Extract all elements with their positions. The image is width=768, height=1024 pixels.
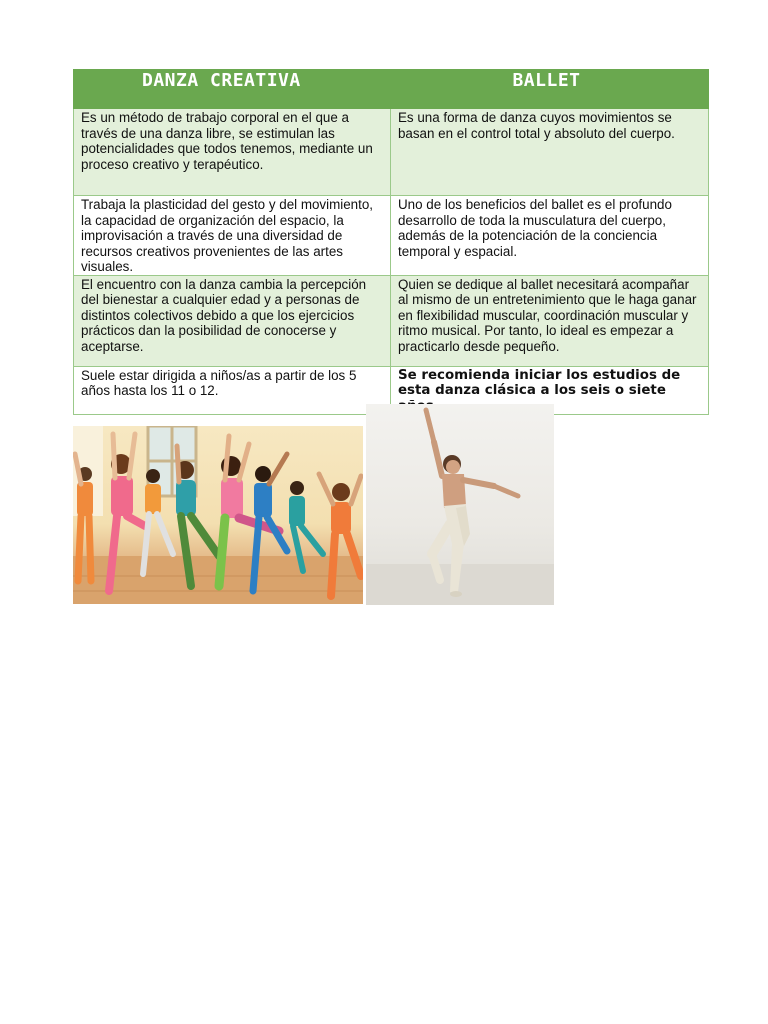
- cell-creativa-benefits: Trabaja la plasticidad del gesto y del movimiento, la capacidad de organización del espacio, la improvisación a través de una diversidad de recursos creativos provenientes de las artes visuales.: [74, 196, 391, 276]
- table-row: [74, 196, 709, 276]
- cell-ballet-age: Se recomienda iniciar los estudios de esta danza clásica a los seis o siete: [390, 366, 708, 415]
- table-row: [74, 275, 709, 366]
- ballet-dancer-photo: [366, 404, 554, 605]
- cell-ballet-benefits: Uno de los beneficios del ballet es el profundo desarrollo de toda la musculatura del cuerpo, además de la potenciación de la conciencia temporal y espacial.: [390, 196, 708, 276]
- header-danza-creativa: DANZA CREATIVA: [74, 70, 391, 109]
- table-row: [74, 109, 709, 196]
- kids-dancing-photo: [73, 426, 363, 604]
- cell-ballet-definition: Es una forma de danza cuyos movimientos se basan en el control total y absoluto del cuerpo.: [390, 109, 708, 196]
- cell-creativa-definition: Es un método de trabajo corporal en el que a través de una danza libre, se estimulan las potencialidades que todos tenemos, mediante un proceso creativo y terapéutico.: [74, 109, 391, 196]
- cell-creativa-wellbeing: El encuentro con la danza cambia la percepción del bienestar a cualquier edad y a personas de distintos colectivos debido a que los ejercicios prácticos dan la posibilidad de conocerse y aceptarse.: [74, 275, 391, 366]
- header-ballet: BALLET: [390, 70, 708, 109]
- table-header-row: [74, 70, 709, 109]
- comparison-table: [73, 69, 709, 415]
- cell-ballet-requirements: Quien se dedique al ballet necesitará acompañar al mismo de un entretenimiento que le haga ganar en flexibilidad muscular, coordinación muscular y ritmo musical. Por tanto, lo ideal es empezar a practicarlo desde pequeño.: [390, 275, 708, 366]
- cell-creativa-age: Suele estar dirigida a niños/as a partir de los 5 años hasta los 11 o 12.: [74, 366, 391, 415]
